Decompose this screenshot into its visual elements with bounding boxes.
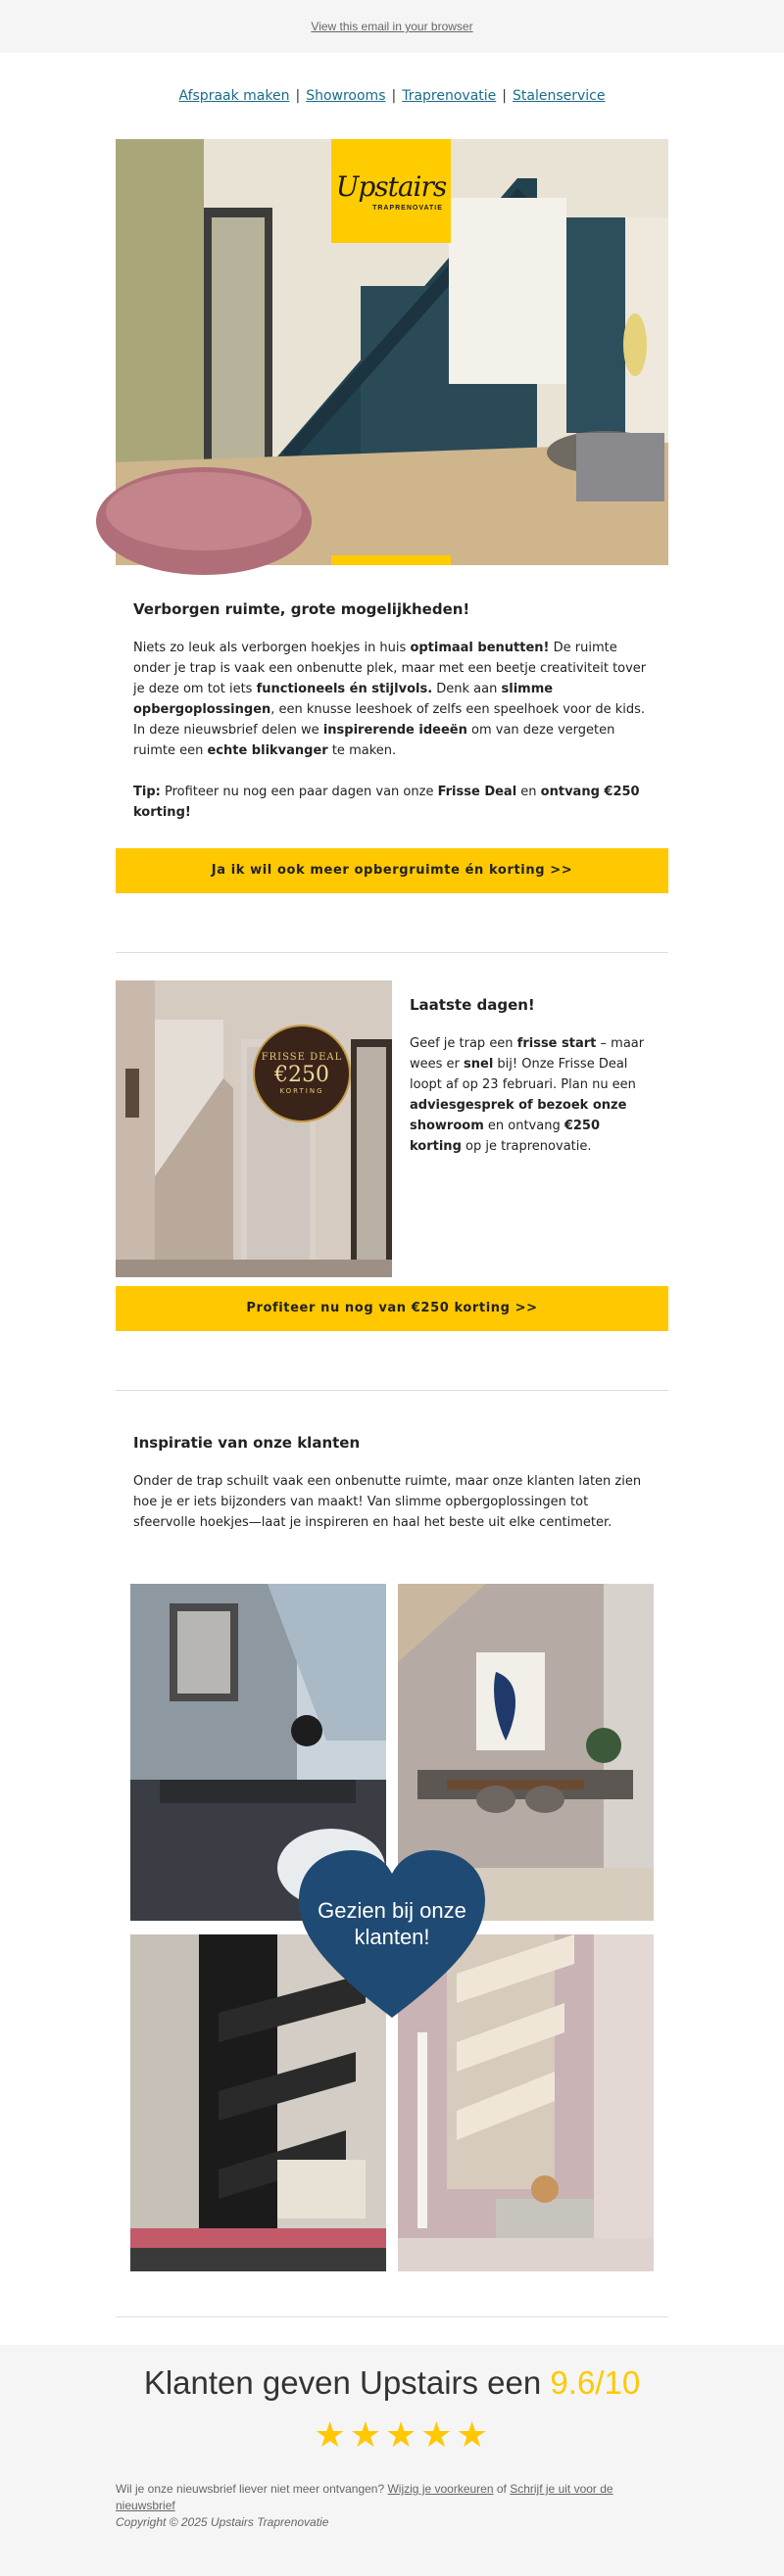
- heart-line-2: klanten!: [354, 1925, 430, 1949]
- intro-bold: echte blikvanger: [207, 743, 328, 758]
- view-in-browser-link[interactable]: View this email in your browser: [311, 20, 473, 33]
- hero-accent-bar: [331, 555, 451, 565]
- deal-bold: snel: [464, 1057, 494, 1072]
- inspiration-grid: [130, 1584, 654, 2271]
- half-star-icon: ★: [456, 2415, 492, 2456]
- tip-bold: Frisse Deal: [437, 785, 517, 799]
- tip-label: Tip:: [133, 785, 161, 799]
- deal-section: [116, 980, 668, 1277]
- inspiration-section: [116, 1434, 668, 1533]
- divider: [116, 1390, 668, 1391]
- tip-text: Profiteer nu nog een paar dagen van onze: [160, 785, 438, 799]
- deal-text: en ontvang: [483, 1119, 564, 1133]
- intro-bold: slimme opbergoplossingen: [133, 682, 554, 717]
- unsubscribe-link[interactable]: Schrijf je uit voor de nieuwsbrief: [116, 2482, 613, 2512]
- deal-bold: adviesgesprek of bezoek onze showroom: [410, 1098, 627, 1133]
- deal-text-column: [392, 980, 668, 1277]
- nav-link-traprenovatie[interactable]: Traprenovatie: [402, 88, 497, 104]
- deal-image[interactable]: [116, 980, 392, 1277]
- deal-bold: frisse start: [516, 1036, 597, 1051]
- rating-section: [0, 2345, 784, 2576]
- rating-title: [0, 2364, 784, 2402]
- footer-text: of: [493, 2482, 511, 2496]
- nav-separator: |: [391, 88, 397, 104]
- deal-text: op je traprenovatie.: [461, 1139, 592, 1154]
- badge-line-3: KORTING: [279, 1087, 324, 1095]
- intro-text: om van deze vergeten ruimte een: [133, 723, 615, 758]
- intro-bold: inspirerende ideeën: [322, 723, 467, 738]
- nav-link-stalenservice[interactable]: Stalenservice: [513, 88, 606, 104]
- rating-score: 9.6/10: [550, 2364, 641, 2401]
- upstairs-logo[interactable]: [331, 139, 451, 243]
- intro-bold: functioneels én stijlvols.: [256, 682, 433, 696]
- badge-line-1: FRISSE DEAL: [261, 1052, 343, 1063]
- divider: [116, 2316, 668, 2317]
- deal-text: bij! Onze Frisse Deal loopt af op 23 februari. Plan nu een: [410, 1057, 636, 1092]
- star-icon: ★★★★: [314, 2415, 457, 2456]
- deal-text: – maar wees er: [410, 1036, 645, 1072]
- intro-text: De ruimte onder je trap is vaak een onbenutte plek, maar met een beetje creativiteit tover je deze om tot iets: [133, 641, 647, 696]
- intro-text: te maken.: [327, 743, 397, 758]
- rating-stars: [0, 2415, 784, 2456]
- top-bar: [0, 0, 784, 53]
- nav-separator: |: [295, 88, 301, 104]
- hero-image[interactable]: [116, 139, 668, 565]
- inspiration-title: Inspiratie van onze klanten: [133, 1434, 361, 1452]
- deal-paragraph: [410, 1033, 651, 1157]
- nav-link-afspraak[interactable]: Afspraak maken: [178, 88, 290, 104]
- badge-amount: €250: [274, 1063, 329, 1087]
- footer-text: Wil je onze nieuwsbrief liever niet meer ontvangen?: [116, 2482, 388, 2496]
- deal-bold: €250 korting: [410, 1119, 601, 1154]
- deal-staircase-illustration: [116, 980, 392, 1277]
- divider: [116, 952, 668, 953]
- rating-prefix: Klanten geven Upstairs een: [143, 2364, 551, 2401]
- nav-links: [0, 88, 784, 104]
- deal-title: Laatste dagen!: [410, 996, 535, 1014]
- logo-wordmark: Upstairs: [335, 170, 447, 203]
- intro-text: Niets zo leuk als verborgen hoekjes in huis: [133, 641, 411, 655]
- intro-bold: optimaal benutten!: [410, 641, 550, 655]
- intro-paragraph: [133, 638, 651, 761]
- deal-text: Geef je trap een: [410, 1036, 517, 1051]
- intro-text: Denk aan: [432, 682, 502, 696]
- tip-bold: ontvang €250 korting!: [133, 785, 640, 820]
- intro-title: Verborgen ruimte, grote mogelijkheden!: [133, 600, 470, 618]
- heart-caption: [295, 1897, 489, 1950]
- footer-unsubscribe-line: [116, 2481, 668, 2514]
- deal-cta-button[interactable]: Profiteer nu nog van €250 korting >>: [116, 1286, 668, 1331]
- frisse-deal-badge: [253, 1025, 351, 1122]
- copyright: Copyright © 2025 Upstairs Traprenovatie: [116, 2515, 329, 2529]
- nav-separator: |: [502, 88, 508, 104]
- nav-link-showrooms[interactable]: Showrooms: [306, 88, 386, 104]
- intro-text: , een knusse leeshoek of zelfs een speelhoek voor de kids. In deze nieuwsbrief delen we: [133, 702, 646, 738]
- intro-cta-button[interactable]: Ja ik wil ook meer opbergruimte én korting >>: [116, 848, 668, 893]
- intro-section: [116, 600, 668, 823]
- inspiration-paragraph: Onder de trap schuilt vaak een onbenutte ruimte, maar onze klanten laten zien hoe je er iets bijzonders van maakt! Van slimme opbergoplossingen tot sfeervolle hoekjes—laat je inspireren en haal het beste uit elke centimeter.: [133, 1474, 642, 1530]
- customers-heart-badge: [295, 1846, 489, 2023]
- tip-paragraph: [133, 782, 651, 823]
- footer: [116, 2481, 668, 2531]
- logo-subtitle: TRAPRENOVATIE: [372, 205, 443, 212]
- preferences-link[interactable]: Wijzig je voorkeuren: [387, 2482, 494, 2496]
- heart-line-1: Gezien bij onze: [318, 1898, 466, 1923]
- tip-text: en: [516, 785, 541, 799]
